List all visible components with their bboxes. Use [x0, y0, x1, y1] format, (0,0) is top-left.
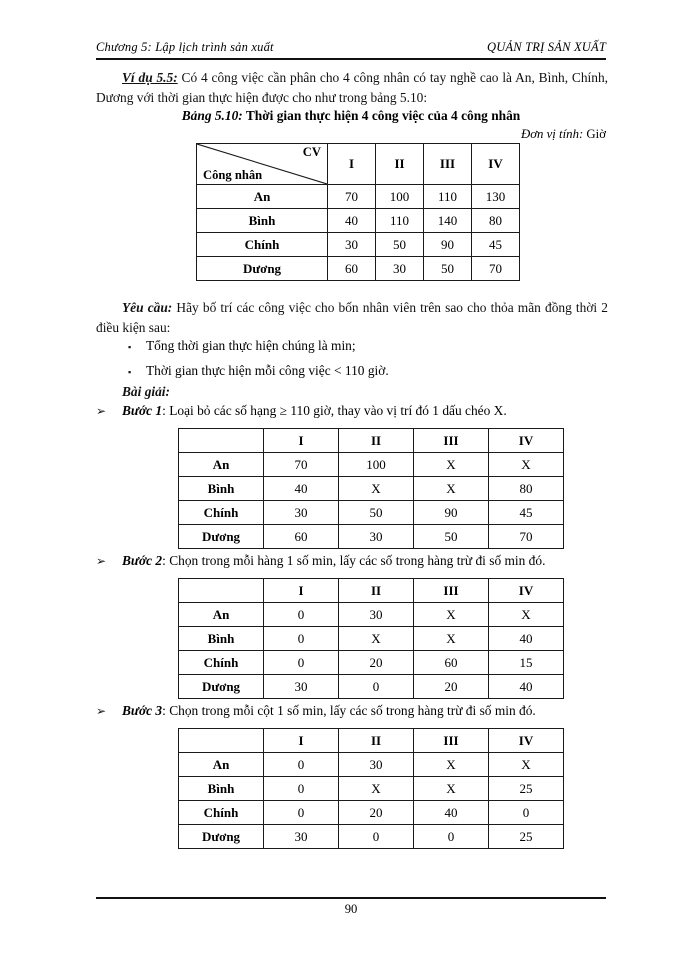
worker-name: Dương [179, 675, 264, 699]
cell: 50 [376, 233, 424, 257]
cell: 0 [264, 801, 339, 825]
cell: X [339, 777, 414, 801]
worker-name: Dương [179, 825, 264, 849]
step-2-description: : Chọn trong mỗi hàng 1 số min, lấy các số trong hàng trừ đi số min đó. [162, 553, 546, 568]
cell: 0 [264, 651, 339, 675]
cell: 100 [339, 453, 414, 477]
table-step-2-col-header-3: III [414, 579, 489, 603]
table-row [197, 233, 520, 257]
table-510-col-header-4: IV [472, 144, 520, 185]
corner-column-label: CV [302, 145, 321, 159]
table-step-1-col-header-1: I [264, 429, 339, 453]
cell: 30 [328, 233, 376, 257]
table-step-3-corner-cell [179, 729, 264, 753]
step-3-heading [96, 703, 616, 719]
footer-rule [96, 897, 606, 899]
cell: X [414, 453, 489, 477]
table-step-1 [178, 428, 564, 549]
list-item-label: Tổng thời gian thực hiện chúng là min; [146, 338, 356, 353]
table-step-2 [178, 578, 564, 699]
worker-name: Chính [179, 651, 264, 675]
list-item [128, 359, 389, 384]
table-510-col-header-3: III [424, 144, 472, 185]
solution-heading [122, 382, 522, 402]
worker-name: Bình [179, 777, 264, 801]
worker-name: An [197, 185, 328, 209]
table-step-1-col-header-3: III [414, 429, 489, 453]
cell: 110 [376, 209, 424, 233]
cell: 0 [414, 825, 489, 849]
step-2-heading [96, 553, 616, 569]
table-step-1-corner-cell [179, 429, 264, 453]
table-510-caption-text: Thời gian thực hiện 4 công việc của 4 công nhân [242, 108, 521, 123]
list-item-label: Thời gian thực hiện mỗi công việc < 110 giờ. [146, 363, 389, 378]
requirement-label: Yêu cầu: [122, 300, 173, 315]
unit-label: Đơn vị tính: [520, 127, 584, 141]
cell: 30 [339, 753, 414, 777]
table-row [179, 501, 564, 525]
table-510-col-header-2: II [376, 144, 424, 185]
cell: 45 [472, 233, 520, 257]
cell: X [414, 477, 489, 501]
cell: 0 [264, 603, 339, 627]
worker-name: Chính [179, 501, 264, 525]
cell: X [489, 603, 564, 627]
cell: 20 [339, 651, 414, 675]
worker-name: Dương [197, 257, 328, 281]
table-row [179, 453, 564, 477]
cell: 60 [414, 651, 489, 675]
cell: 60 [328, 257, 376, 281]
step-1-description: : Loại bỏ các số hạng ≥ 110 giờ, thay vào vị trí đó 1 dấu chéo X. [162, 403, 507, 418]
table-row [179, 651, 564, 675]
table-step-3-col-header-1: I [264, 729, 339, 753]
example-label: Ví dụ 5.5: [122, 70, 178, 85]
requirement-bullet-list [128, 334, 389, 384]
cell: 80 [489, 477, 564, 501]
table-row [197, 185, 520, 209]
cell: 25 [489, 825, 564, 849]
cell: 40 [328, 209, 376, 233]
worker-name: Bình [179, 477, 264, 501]
table-step-3-header-row [179, 729, 564, 753]
table-510-corner-cell [197, 144, 328, 185]
cell: X [339, 477, 414, 501]
list-item [128, 334, 389, 359]
cell: 30 [264, 825, 339, 849]
table-step-1-header-row [179, 429, 564, 453]
cell: 30 [339, 525, 414, 549]
cell: X [339, 627, 414, 651]
page-number: 90 [344, 902, 358, 916]
square-bullet-icon: ▪ [128, 367, 132, 377]
table-row [179, 753, 564, 777]
worker-name: An [179, 753, 264, 777]
arrow-bullet-icon: ➢ [96, 554, 107, 568]
table-row [179, 627, 564, 651]
worker-name: Bình [179, 627, 264, 651]
table-row [179, 603, 564, 627]
solution-label: Bài giải: [122, 384, 170, 399]
table-step-1-col-header-4: IV [489, 429, 564, 453]
cell: 80 [472, 209, 520, 233]
cell: 0 [264, 627, 339, 651]
example-text: Có 4 công việc cần phân cho 4 công nhân có tay nghề cao là An, Bình, Chính, Dương với thời gian thực hiện được cho như trong bảng 5.10: [96, 70, 608, 105]
worker-name: Bình [197, 209, 328, 233]
table-510-caption-number: Bảng 5.10: [181, 108, 243, 123]
arrow-bullet-icon: ➢ [96, 404, 107, 418]
table-step-3 [178, 728, 564, 849]
requirement-text: Hãy bố trí các công việc cho bốn nhân viên trên sao cho thỏa mãn đồng thời 2 điều kiện sau: [96, 300, 608, 335]
table-row [197, 209, 520, 233]
cell: 90 [424, 233, 472, 257]
cell: 45 [489, 501, 564, 525]
cell: X [414, 777, 489, 801]
table-step-2-col-header-1: I [264, 579, 339, 603]
worker-name: An [179, 603, 264, 627]
cell: 30 [264, 675, 339, 699]
table-510 [196, 143, 520, 281]
cell: 50 [339, 501, 414, 525]
table-step-2-corner-cell [179, 579, 264, 603]
worker-name: Dương [179, 525, 264, 549]
cell: 60 [264, 525, 339, 549]
cell: X [414, 753, 489, 777]
cell: 15 [489, 651, 564, 675]
cell: 70 [264, 453, 339, 477]
table-510-unit-line [96, 127, 606, 142]
cell: 0 [264, 753, 339, 777]
cell: 30 [376, 257, 424, 281]
arrow-bullet-icon: ➢ [96, 704, 107, 718]
table-row [179, 777, 564, 801]
table-step-3-col-header-2: II [339, 729, 414, 753]
cell: 110 [424, 185, 472, 209]
table-row [179, 675, 564, 699]
cell: X [489, 753, 564, 777]
table-row [179, 477, 564, 501]
cell: 50 [424, 257, 472, 281]
cell: 90 [414, 501, 489, 525]
cell: 0 [339, 825, 414, 849]
cell: 70 [472, 257, 520, 281]
cell: 40 [489, 675, 564, 699]
square-bullet-icon: ▪ [128, 342, 132, 352]
cell: 70 [328, 185, 376, 209]
cell: 20 [414, 675, 489, 699]
table-row [179, 525, 564, 549]
table-step-2-header-row [179, 579, 564, 603]
step-2-text [122, 553, 545, 569]
running-head [96, 40, 606, 55]
cell: 30 [264, 501, 339, 525]
worker-name: Chính [197, 233, 328, 257]
step-1-heading [96, 403, 616, 419]
requirement-paragraph [96, 298, 608, 337]
table-row [179, 825, 564, 849]
running-head-chapter: Chương 5: Lập lịch trình sản xuất [96, 40, 274, 54]
corner-row-label: Công nhân [203, 168, 263, 182]
cell: 25 [489, 777, 564, 801]
worker-name: Chính [179, 801, 264, 825]
cell: 40 [489, 627, 564, 651]
table-510-header-row [197, 144, 520, 185]
step-2-label: Bước 2 [122, 553, 163, 568]
cell: 50 [414, 525, 489, 549]
table-row [197, 257, 520, 281]
cell: 20 [339, 801, 414, 825]
table-row [179, 801, 564, 825]
cell: 0 [489, 801, 564, 825]
cell: X [414, 603, 489, 627]
cell: 0 [264, 777, 339, 801]
cell: 100 [376, 185, 424, 209]
cell: 0 [339, 675, 414, 699]
running-head-book-title: QUẢN TRỊ SẢN XUẤT [486, 40, 606, 54]
cell: 40 [414, 801, 489, 825]
unit-value: Giờ [583, 127, 606, 141]
table-step-1-col-header-2: II [339, 429, 414, 453]
step-1-text [122, 403, 507, 419]
cell: 70 [489, 525, 564, 549]
table-step-2-col-header-4: IV [489, 579, 564, 603]
table-step-2-col-header-2: II [339, 579, 414, 603]
cell: 130 [472, 185, 520, 209]
cell: X [489, 453, 564, 477]
table-510-col-header-1: I [328, 144, 376, 185]
cell: 40 [264, 477, 339, 501]
worker-name: An [179, 453, 264, 477]
step-1-label: Bước 1 [122, 403, 163, 418]
step-3-text [122, 703, 536, 719]
table-step-3-col-header-4: IV [489, 729, 564, 753]
cell: 30 [339, 603, 414, 627]
step-3-label: Bước 3 [122, 703, 163, 718]
table-step-3-col-header-3: III [414, 729, 489, 753]
header-rule [96, 58, 606, 60]
table-510-caption [96, 108, 606, 124]
step-3-description: : Chọn trong mỗi cột 1 số min, lấy các số trong hàng trừ đi số min đó. [162, 703, 536, 718]
cell: 140 [424, 209, 472, 233]
example-intro-paragraph [96, 68, 608, 107]
cell: X [414, 627, 489, 651]
